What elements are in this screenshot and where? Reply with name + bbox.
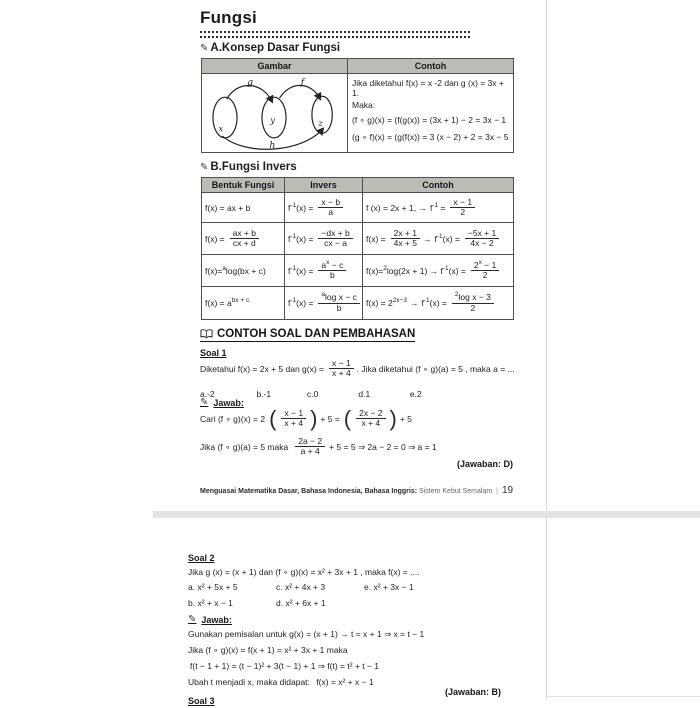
page-2: [188, 548, 515, 708]
arrow-h-label: h: [269, 140, 276, 152]
set-x-label: x: [218, 123, 224, 134]
invers-row-4: [202, 287, 514, 320]
jawab-1-label: ✎ Jawab:: [200, 397, 244, 408]
dotted-rule: [200, 31, 470, 38]
soal-2-question: Jika g (x) = (x + 1) dan (f ∘ g)(x) = x² + 3x + 1 , maka f(x) = ....: [188, 567, 420, 577]
option-e: e.2: [409, 389, 422, 399]
contoh-4: $f(x) = 2^{2x-3}$ → $f^{-1}(x)$ = $\frac{^2\log x - 3}{2}$: [363, 287, 514, 320]
contoh-soal-heading: [200, 326, 415, 344]
section-b-heading: [200, 161, 297, 173]
page-separator-band: [153, 511, 700, 518]
section-a-heading-text: A.Konsep Dasar Fungsi: [210, 42, 341, 54]
soal-2-label: Soal 2: [188, 553, 215, 563]
pencil-icon: ✎: [188, 614, 197, 625]
page-edge-line: [546, 0, 547, 700]
set-y-label: y: [270, 115, 276, 126]
option-c: c. x² + 4x + 3: [276, 582, 326, 592]
arrow-f-path: [280, 85, 321, 99]
contoh-line-4: (g ∘ f)(x) = (g(f(x)) = 3 (x − 2) + 2 = 3x − 5: [352, 132, 509, 142]
konsep-dasar-table: [201, 58, 514, 153]
invers-1: $f^{-1}(x)$ = $\frac{x - b}{a}$: [285, 193, 363, 223]
col-header-bentuk: Bentuk Fungsi: [202, 178, 285, 193]
footer-separator: |: [496, 488, 498, 495]
soal-1-label: Soal 1: [200, 348, 227, 358]
pencil-icon: ✎: [200, 43, 209, 54]
option-e: e. x² + 3x − 1: [364, 582, 414, 592]
invers-row-2: [202, 223, 514, 255]
section-b-heading-text: B.Fungsi Invers: [210, 161, 297, 173]
fungsi-invers-table: [201, 177, 514, 320]
invers-4: $f^{-1}(x)$ = $\frac{^a\log x - c}{b}$: [285, 287, 363, 320]
bentuk-2: f(x) = $\frac{ax + b}{cx + d}$: [202, 223, 285, 255]
soal-2-work-line-4: Ubah t menjadi x, maka didapat: f(x) = x² + x − 1: [188, 677, 374, 687]
page-title: Fungsi: [200, 8, 257, 27]
footer-normal-text: Sistem Kebut Semalam: [419, 488, 493, 495]
soal-2-work-line-3: f(t − 1 + 1) = (t − 1)² + 3(t − 1) + 1 ⇒ f(t) = t² + t − 1: [190, 661, 380, 671]
col-header-contoh2: Contoh: [363, 178, 514, 193]
contoh-line-2: Maka:: [352, 100, 376, 110]
soal-1-question: Diketahui f(x) = 2x + 5 dan g(x) = $\frac{x - 1}{x + 4}$ . Jika diketahui (f ∘ g)(a) = 5 , maka a = ...: [200, 358, 515, 379]
contoh-2: f(x) = $\frac{2x + 1}{4x + 5}$ → $f^{-1}(x)$ = $\frac{-5x + 1}{4x - 2}$: [363, 223, 514, 255]
invers-2: $f^{-1}(x)$ = $\frac{-dx + b}{cx - a}$: [285, 223, 363, 255]
arrow-f-label: f: [300, 77, 305, 89]
soal-1-work-line-1: Cari (f ∘ g)(x) = 2 ( $\frac{x - 1}{x + 4}$ ) + 5 = ( $\frac{2x - 2}{x + 4}$ ) + 5: [200, 406, 412, 431]
soal-1-work-line-2: Jika (f ∘ g)(a) = 5 maka $\frac{2a - 2}{a + 4}$ + 5 = 5 ⇒ 2a − 2 = 0 ⇒ a = 1: [200, 436, 437, 457]
bentuk-3: f(x)=$^a$log(bx + c): [202, 255, 285, 287]
col-header-invers: Invers: [285, 178, 363, 193]
arrow-g-label: g: [247, 77, 254, 89]
bentuk-1: f(x) = ax + b: [202, 193, 285, 223]
col-header-gambar: Gambar: [202, 59, 348, 74]
contoh-line-3: (f ∘ g)(x) = (f(g(x)) = (3x + 1) − 2 = 3x − 1: [352, 115, 507, 125]
option-b: b.-1: [256, 389, 272, 399]
footer-page-number: 19: [501, 485, 514, 496]
section-a-heading: [200, 42, 340, 54]
soal-2-answer: (Jawaban: B): [444, 687, 501, 697]
jawab-2-label: ✎ Jawab:: [188, 614, 232, 625]
invers-row-1: [202, 193, 514, 223]
option-a: a. x² + 5x + 5: [188, 582, 238, 592]
footer-bold-text: Menguasai Matematika Dasar, Bahasa Indonesia, Bahasa Inggris:: [200, 488, 418, 495]
contoh-1: f (x) = 2x + 1, → $f^{-1}$ = $\frac{x - 1}{2}$: [363, 193, 514, 223]
option-d: d.1: [358, 389, 371, 399]
contoh-3: $f(x)=^2\log(2x + 1) \to f^{-1}(x)$ = $\frac{2^x - 1}{2}$: [363, 255, 514, 287]
invers-3: $f^{-1}(x)$ = $\frac{a^x - c}{b}$: [285, 255, 363, 287]
invers-row-3: [202, 255, 514, 287]
soal-1-answer: (Jawaban: D): [456, 459, 513, 469]
soal-3-label-partial: Soal 3: [188, 696, 215, 706]
option-c: c.0: [306, 389, 319, 399]
col-header-contoh: Contoh: [348, 59, 514, 74]
option-b: b. x² + x − 1: [188, 598, 233, 608]
pencil-icon: ✎: [200, 162, 209, 173]
page-footer: [200, 485, 513, 496]
soal-2-work-line-1: Gunakan pemisalan untuk g(x) = (x + 1) → t = x + 1 ⇒ x = t − 1: [188, 629, 425, 639]
option-d: d. x² + 6x + 1: [276, 598, 326, 608]
konsep-contoh-cell: [348, 74, 514, 153]
page-1: [200, 0, 515, 508]
mapping-diagram-cell: [202, 74, 348, 153]
option-a: a.-2: [200, 389, 215, 399]
soal-2-work-line-2: Jika (f ∘ g)(x) = f(x + 1) = x² + 3x + 1 maka: [188, 645, 348, 655]
bentuk-4: $f(x) = a^{bx + c}$: [202, 287, 285, 320]
book-icon: [200, 329, 213, 339]
function-mapping-diagram: [203, 75, 345, 152]
set-z-label: z: [318, 117, 323, 128]
page2-bottom-edge: [546, 696, 700, 697]
contoh-soal-heading-text: CONTOH SOAL DAN PEMBAHASAN: [217, 328, 416, 340]
pencil-icon: ✎: [200, 397, 209, 408]
contoh-line-1: Jika diketahui f(x) = x -2 dan g (x) = 3x + 1.: [352, 78, 504, 98]
set-x-ellipse: [213, 97, 237, 138]
